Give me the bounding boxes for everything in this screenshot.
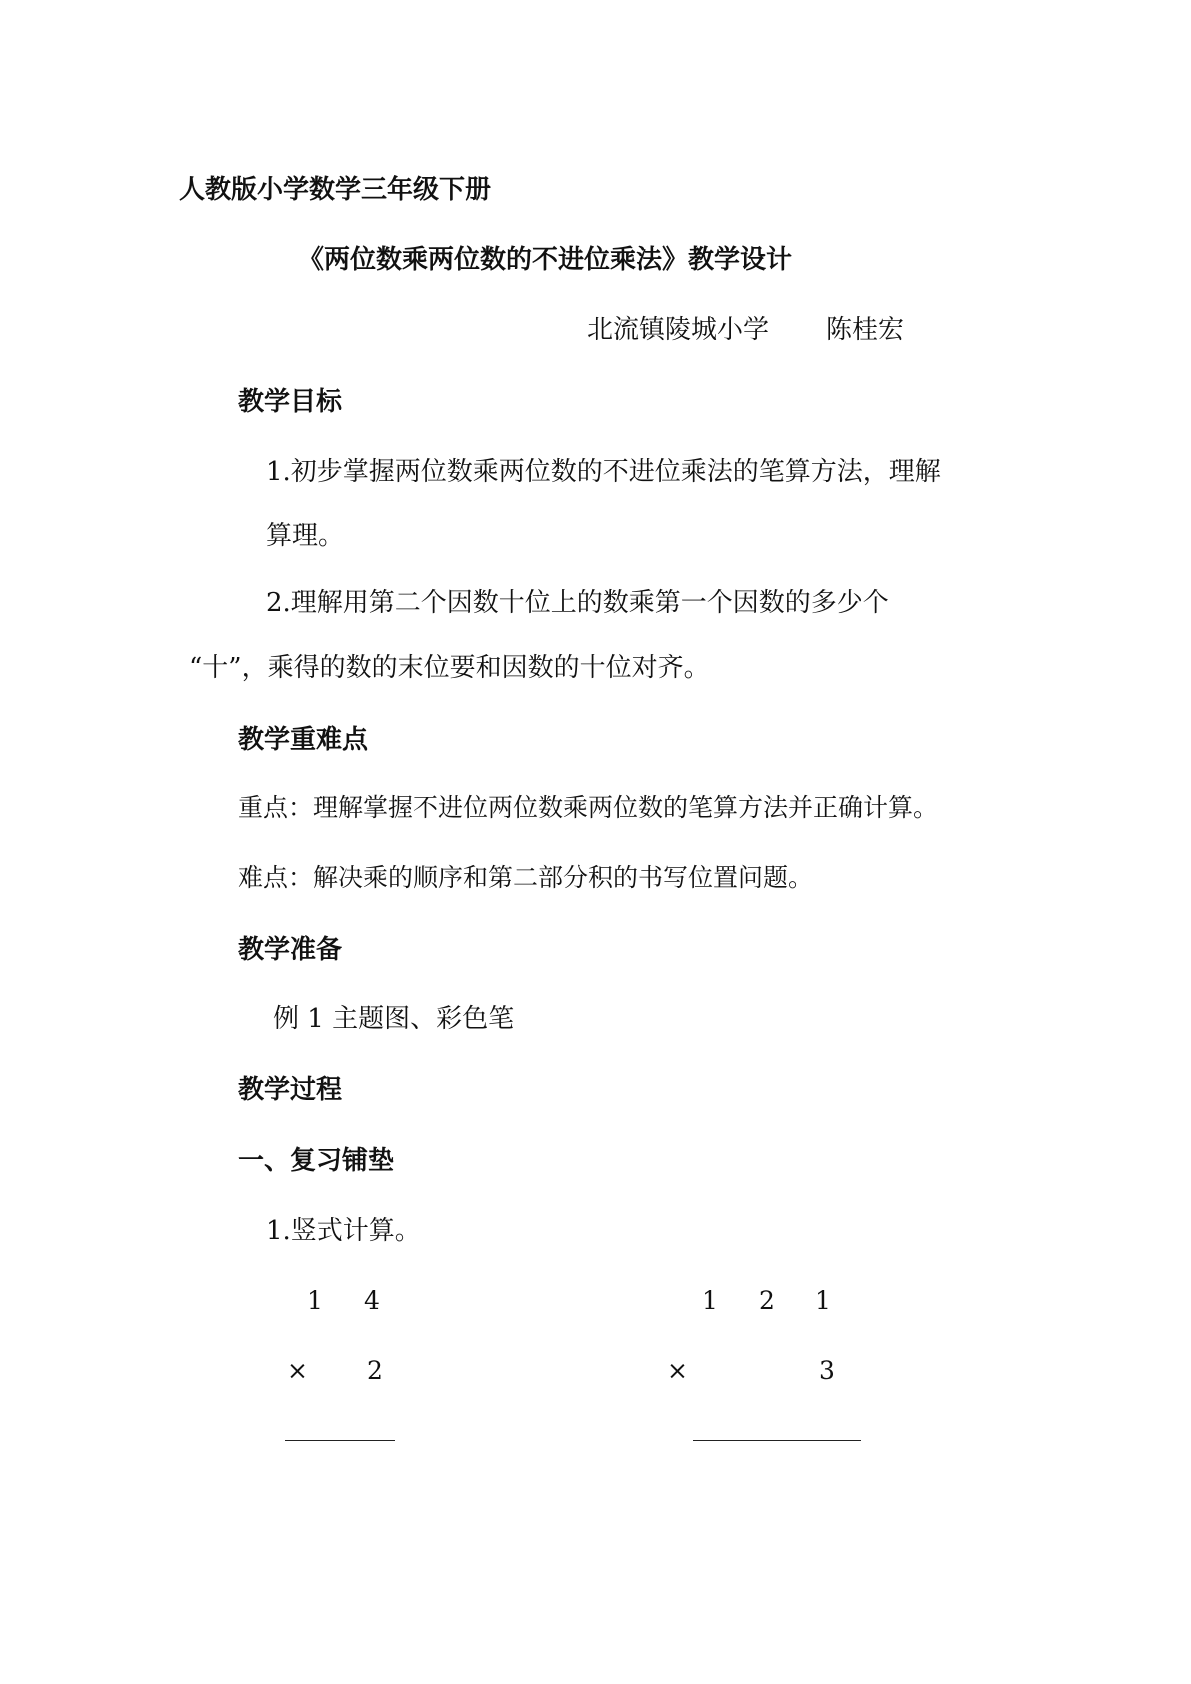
- difficulty-text: 难点：解决乘的顺序和第二部分积的书写位置问题。: [238, 863, 814, 892]
- calc2-digit-hundreds: 1: [702, 1286, 718, 1315]
- author-name: 陈桂宏: [826, 315, 905, 345]
- objectives-heading: 教学目标: [238, 387, 343, 417]
- calc1-multiplier: 2: [367, 1356, 383, 1385]
- exercise-intro: 1.竖式计算。: [266, 1216, 421, 1246]
- preparation-heading: 教学准备: [238, 935, 343, 965]
- objective-2-line-1: 2.理解用第二个因数十位上的数乘第一个因数的多少个: [266, 588, 889, 618]
- calc2-digit-tens: 2: [759, 1286, 775, 1315]
- document-title: 《两位数乘两位数的不进位乘法》教学设计: [298, 245, 793, 275]
- calc2-times-sign: ×: [667, 1356, 688, 1385]
- calc1-times-sign: ×: [287, 1356, 308, 1385]
- preparation-text: 例 1 主题图、彩色笔: [273, 1004, 515, 1034]
- calc2-digit-ones: 1: [815, 1286, 831, 1315]
- objective-1-line-2: 算理。: [266, 521, 345, 551]
- calc2-answer-line: [693, 1440, 861, 1441]
- calc1-answer-line: [285, 1440, 395, 1441]
- calc1-digit-ones: 4: [364, 1286, 380, 1315]
- process-heading: 教学过程: [238, 1075, 343, 1105]
- key-points-heading: 教学重难点: [238, 725, 369, 755]
- section-review-heading: 一、复习铺垫: [238, 1146, 395, 1176]
- calc1-digit-tens: 1: [307, 1286, 323, 1315]
- calc2-multiplier: 3: [819, 1356, 835, 1385]
- objective-2-line-2: “十”，乘得的数的末位要和因数的十位对齐。: [189, 653, 710, 683]
- author-school: 北流镇陵城小学: [587, 315, 770, 345]
- course-line: 人教版小学数学三年级下册: [179, 175, 492, 205]
- key-point-text: 重点：理解掌握不进位两位数乘两位数的笔算方法并正确计算。: [238, 793, 939, 822]
- objective-1-line-1: 1.初步掌握两位数乘两位数的不进位乘法的笔算方法，理解: [266, 457, 941, 487]
